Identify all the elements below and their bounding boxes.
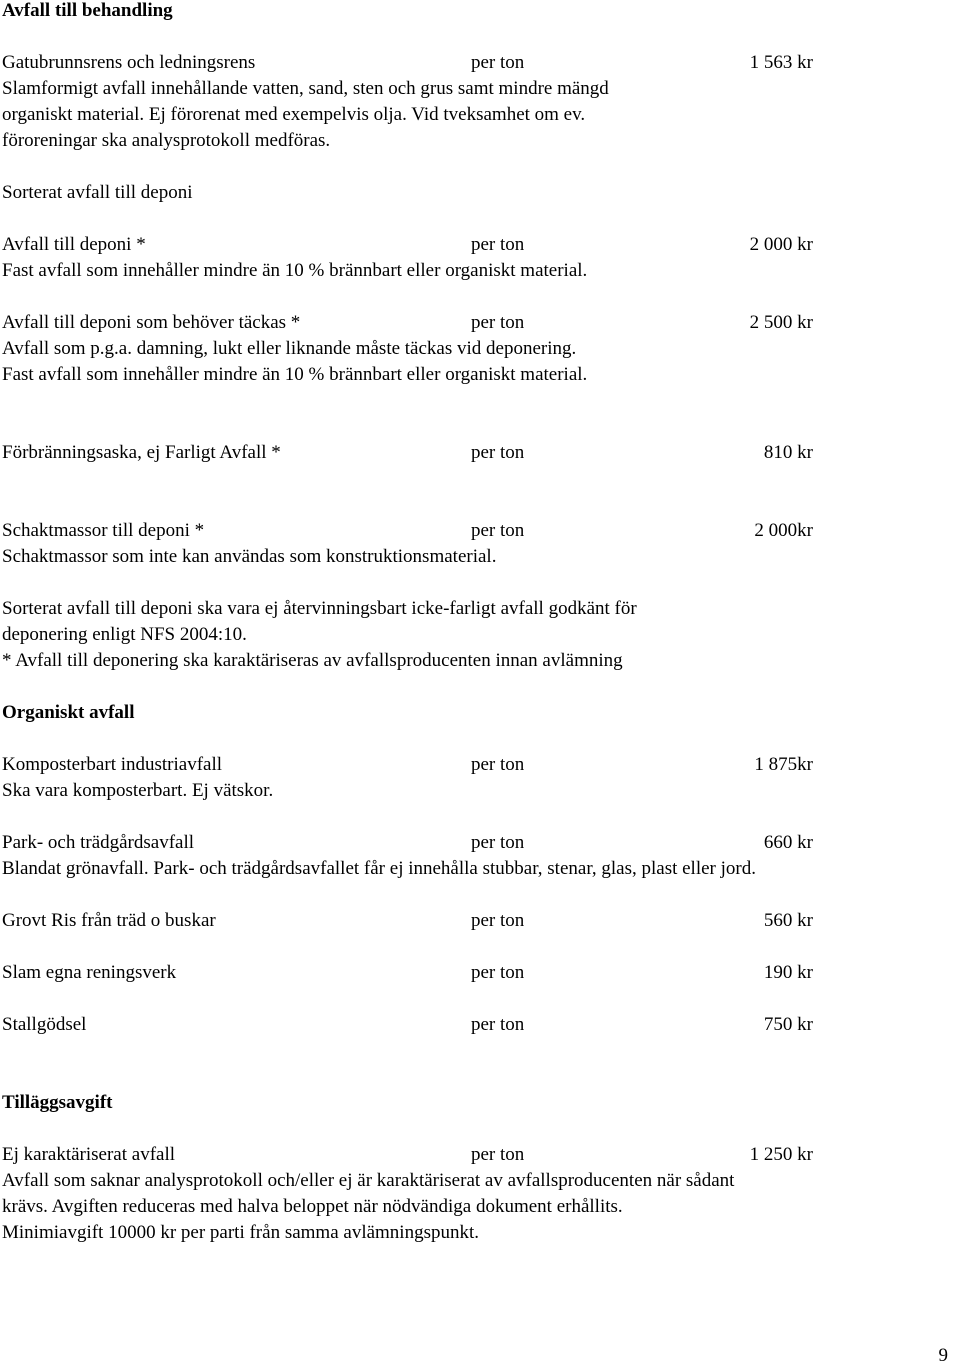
description-line: föroreningar ska analysprotokoll medföras.	[2, 130, 331, 151]
note-line: Sorterat avfall till deponi ska vara ej återvinningsbart icke-farligt avfall godkänt för	[2, 598, 637, 619]
note-line: * Avfall till deponering ska karaktäriseras av avfallsproducenten innan avlämning	[2, 650, 623, 671]
description-line: Fast avfall som innehåller mindre än 10 % brännbart eller organiskt material.	[2, 364, 588, 385]
note-line: deponering enligt NFS 2004:10.	[2, 624, 247, 645]
price-row-forbranningsaska	[2, 440, 952, 466]
item-label: Avfall till deponi som behöver täckas *	[2, 312, 301, 333]
item-label: Grovt Ris från träd o buskar	[2, 910, 216, 931]
heading-tillaggsavgift: Tilläggsavgift	[2, 1092, 113, 1113]
item-label: Ej karaktäriserat avfall	[2, 1144, 176, 1165]
item-unit: per ton	[471, 52, 525, 73]
subheading-sorterat-avfall-till-deponi: Sorterat avfall till deponi	[2, 182, 193, 203]
item-label: Park- och trädgårdsavfall	[2, 832, 195, 853]
price-row-gatubrunnsrens	[2, 50, 952, 76]
item-price: 810 kr	[763, 442, 813, 463]
heading-avfall-till-behandling: Avfall till behandling	[2, 0, 173, 21]
item-unit: per ton	[471, 520, 525, 541]
description-line: Avfall som saknar analysprotokoll och/eller ej är karaktäriserat av avfallsproducenten när sådant	[2, 1170, 735, 1191]
item-label: Schaktmassor till deponi *	[2, 520, 205, 541]
price-row-stallgodsel	[2, 1012, 952, 1038]
item-unit: per ton	[471, 910, 525, 931]
item-price: 660 kr	[763, 832, 813, 853]
description-line: Ska vara komposterbart. Ej vätskor.	[2, 780, 274, 801]
price-row-ej-karakteriserat	[2, 1142, 952, 1168]
item-unit: per ton	[471, 312, 525, 333]
description-line: Schaktmassor som inte kan användas som konstruktionsmaterial.	[2, 546, 497, 567]
description-line: Slamformigt avfall innehållande vatten, sand, sten och grus samt mindre mängd	[2, 78, 609, 99]
description-line: krävs. Avgiften reduceras med halva beloppet när nödvändiga dokument erhållits.	[2, 1196, 623, 1217]
item-label: Avfall till deponi *	[2, 234, 146, 255]
item-unit: per ton	[471, 832, 525, 853]
description-line: organiskt material. Ej förorenat med exempelvis olja. Vid tveksamhet om ev.	[2, 104, 586, 125]
page-number: 9	[938, 1345, 948, 1366]
price-row-komposterbart	[2, 752, 952, 778]
description-line: Blandat grönavfall. Park- och trädgårdsavfallet får ej innehålla stubbar, stenar, glas, plast eller jord.	[2, 858, 756, 879]
item-unit: per ton	[471, 1014, 525, 1035]
price-row-deponi-tackas	[2, 310, 952, 336]
item-price: 1 875kr	[754, 754, 813, 775]
price-row-grovt-ris	[2, 908, 952, 934]
item-label: Förbränningsaska, ej Farligt Avfall *	[2, 442, 281, 463]
item-price: 1 250 kr	[749, 1144, 813, 1165]
item-unit: per ton	[471, 962, 525, 983]
item-unit: per ton	[471, 754, 525, 775]
item-price: 2 000 kr	[749, 234, 813, 255]
price-row-slam	[2, 960, 952, 986]
heading-organiskt-avfall: Organiskt avfall	[2, 702, 135, 723]
document-page	[2, 0, 952, 1246]
item-unit: per ton	[471, 442, 525, 463]
item-price: 2 500 kr	[749, 312, 813, 333]
description-line: Fast avfall som innehåller mindre än 10 % brännbart eller organiskt material.	[2, 260, 588, 281]
price-row-park-tradgard	[2, 830, 952, 856]
price-row-avfall-till-deponi	[2, 232, 952, 258]
item-price: 560 kr	[763, 910, 813, 931]
item-label: Gatubrunnsrens och ledningsrens	[2, 52, 256, 73]
item-label: Komposterbart industriavfall	[2, 754, 223, 775]
description-line: Avfall som p.g.a. damning, lukt eller liknande måste täckas vid deponering.	[2, 338, 577, 359]
description-line: Minimiavgift 10000 kr per parti från samma avlämningspunkt.	[2, 1222, 480, 1243]
item-label: Stallgödsel	[2, 1014, 87, 1035]
item-price: 190 kr	[763, 962, 813, 983]
item-price: 750 kr	[763, 1014, 813, 1035]
item-price: 2 000kr	[754, 520, 813, 541]
price-row-schaktmassor	[2, 518, 952, 544]
item-price: 1 563 kr	[749, 52, 813, 73]
item-unit: per ton	[471, 1144, 525, 1165]
item-unit: per ton	[471, 234, 525, 255]
item-label: Slam egna reningsverk	[2, 962, 177, 983]
